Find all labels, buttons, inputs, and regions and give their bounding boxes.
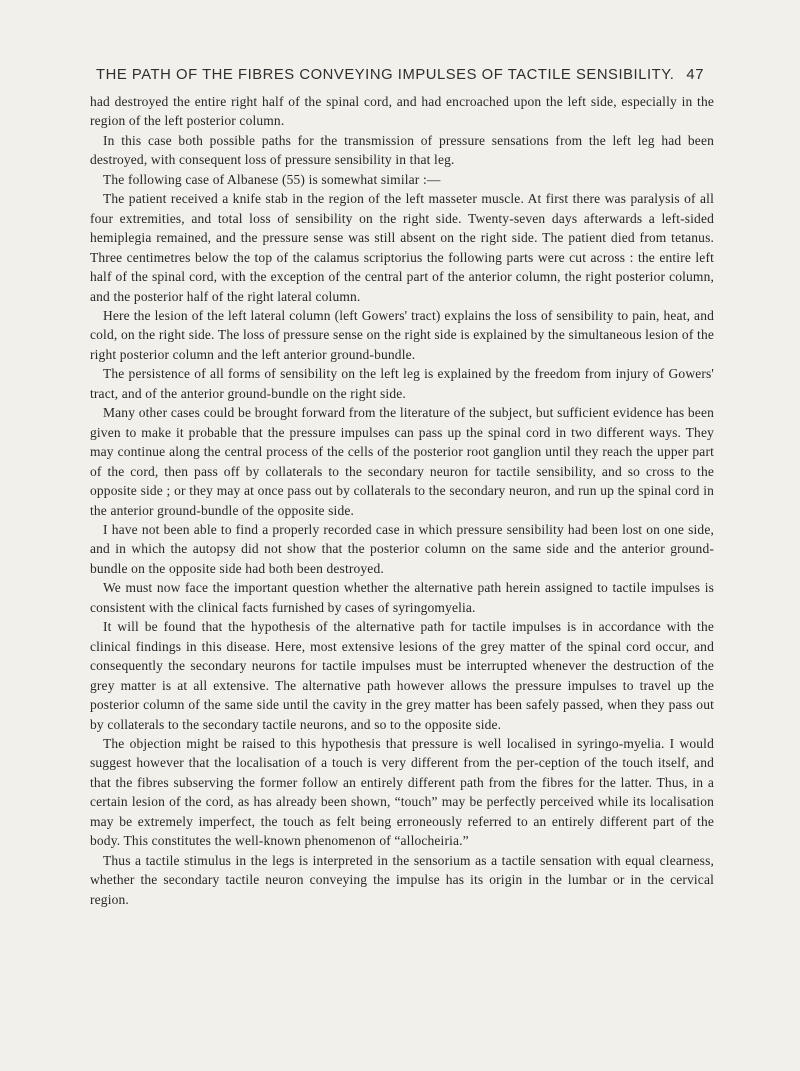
running-header xyxy=(0,67,800,83)
paragraph: Many other cases could be brought forward from the literature of the subject, but sufficient evidence has been given to make it probable that the pressure impulses can pass up the spinal cord in two different ways. They may continue along the central process of the cells of the posterior root ganglion until they reach the upper part of the cord, then pass off by collaterals to the secondary neuron for tactile sensibility, and so cross to the opposite side ; or they may at once pass out by collaterals to the secondary neuron, and run up the spinal cord in the anterior ground-bundle of the opposite side. xyxy=(90,405,714,518)
page-number: 47 xyxy=(686,67,704,83)
body-text xyxy=(90,92,714,909)
paragraph: The objection might be raised to this hypothesis that pressure is well localised in syringo-myelia. I would suggest however that the localisation of a touch is very different from the per-ception of the touch itself, and that the fibres subserving the former follow an entirely different path from the fibres for the latter. Thus, in a certain lesion of the cord, as has already been shown, “touch” may be perfectly perceived while its localisation may be extremely imperfect, the touch as felt being erroneously referred to an entirely different part of the body. This constitutes the well-known phenomenon of “allocheiria.” xyxy=(90,735,714,849)
paragraph: In this case both possible paths for the transmission of pressure sensations from the left leg had been destroyed, with consequent loss of pressure sensibility in that leg. xyxy=(90,132,714,168)
paragraph: Here the lesion of the left lateral column (left Gowers' tract) explains the loss of sensibility to pain, heat, and cold, on the right side. The loss of pressure sense on the right side is explained by the simultaneous lesion of the right posterior column and the left anterior ground-bundle. xyxy=(90,307,714,362)
paragraph: It will be found that the hypothesis of the alternative path for tactile impulses is in accordance with the clinical findings in this disease. Here, most extensive lesions of the grey matter of the spinal cord occur, and consequently the secondary neurons for tactile impulses must be interrupted whenever the destruction of the grey matter is at all extensive. The alternative path however allows the pressure impulses to travel up the posterior column of the same side until the cavity in the grey matter has been safely passed, when they pass out by collaterals to the secondary tactile neurons, and so to the opposite side. xyxy=(90,619,714,732)
paragraph: The persistence of all forms of sensibility on the left leg is explained by the freedom from injury of Gowers' tract, and of the anterior ground-bundle on the right side. xyxy=(90,366,714,401)
paragraph: The following case of Albanese (55) is somewhat similar :— xyxy=(103,171,441,187)
paragraph: I have not been able to find a properly recorded case in which pressure sensibility had been lost on one side, and in which the autopsy did not show that the posterior column on the same side and the anterior ground-bundle on the opposite side had both been destroyed. xyxy=(90,521,714,576)
paragraph: The patient received a knife stab in the region of the left masseter muscle. At first there was paralysis of all four extremities, and total loss of sensibility on the right side. Twenty-seven days afterwards a left-sided hemiplegia remained, and the pressure sense was still absent on the right side. The patient died from tetanus. Three centimetres below the top of the calamus scriptorius the following parts were cut across : the entire left half of the spinal cord, with the exception of the central part of the anterior column, the right posterior column, and the posterior half of the right lateral column. xyxy=(90,191,714,304)
running-title: THE PATH OF THE FIBRES CONVEYING IMPULSES OF TACTILE SENSIBILITY. xyxy=(96,67,675,83)
paragraph: We must now face the important question whether the alternative path herein assigned to tactile impulses is consistent with the clinical facts furnished by cases of syringomyelia. xyxy=(90,580,714,615)
paragraph: Thus a tactile stimulus in the legs is interpreted in the sensorium as a tactile sensation with equal clearness, whether the secondary tactile neuron conveying the impulse has its origin in the lumbar or in the cervical region. xyxy=(90,852,714,907)
paragraph: had destroyed the entire right half of the spinal cord, and had encroached upon the left side, especially in the region of the left posterior column. xyxy=(90,94,714,129)
